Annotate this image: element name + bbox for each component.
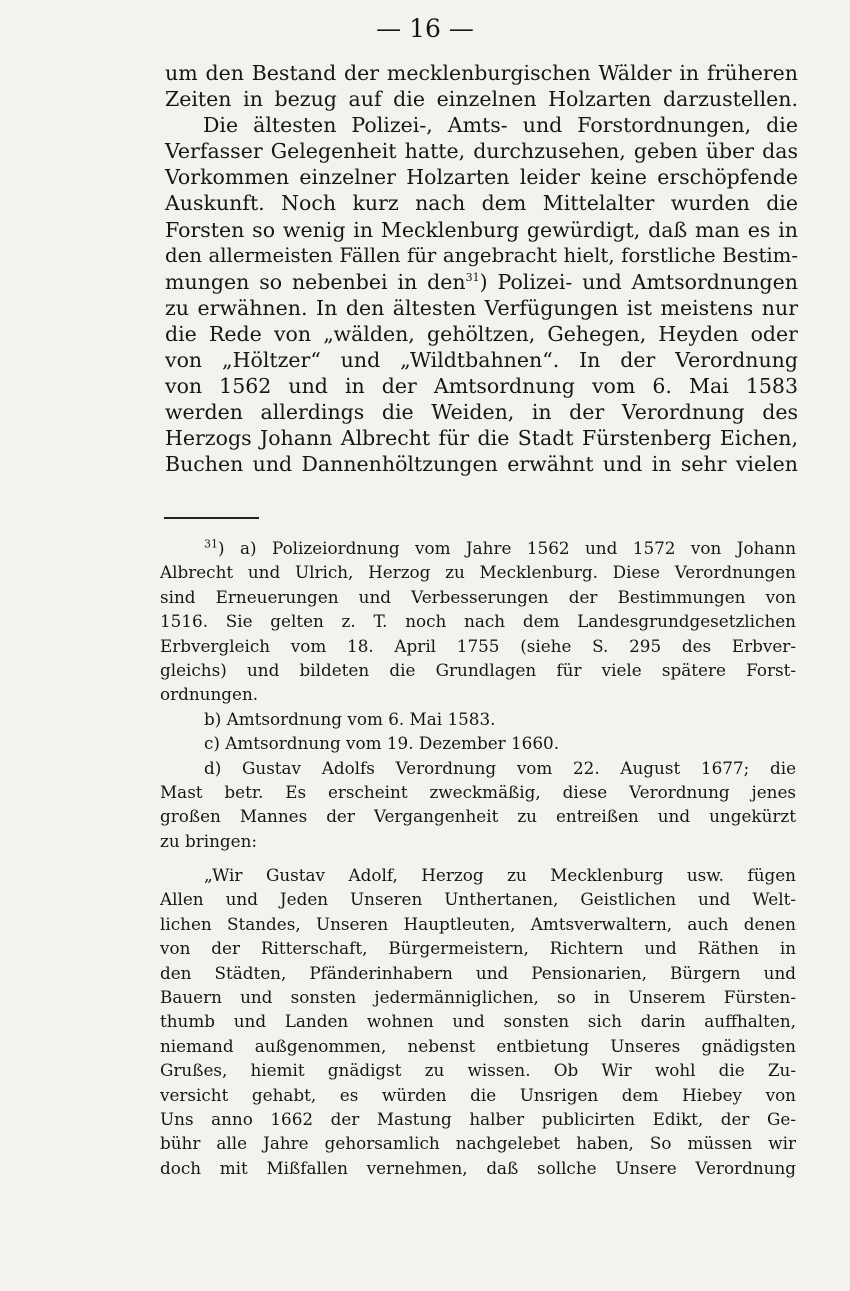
text-line: Buchen und Dannenhöltzungen erwähnt und in sehr vielen xyxy=(165,452,798,477)
quote-line: Bauern und sonsten jedermänniglichen, so in Unserem Fürsten- xyxy=(160,987,796,1008)
footnotes xyxy=(160,536,796,1180)
text-line: Die ältesten Polizei-, Amts- und Forstordnungen, die xyxy=(203,113,798,138)
quote-line: versicht gehabt, es würden die Unsrigen dem Hiebey von xyxy=(160,1084,796,1105)
text-line: Vorkommen einzelner Holzarten leider keine erschöpfende xyxy=(165,165,798,190)
quote-line: den Städten, Pfänderinhabern und Pensionarien, Bürgern und xyxy=(160,962,796,983)
footnote-mark: 31 xyxy=(204,537,218,551)
text-line: Zeiten in bezug auf die einzelnen Holzarten darzustellen. xyxy=(165,87,798,112)
main-text xyxy=(165,60,798,478)
quote-line: Uns anno 1662 der Mastung halber publicirten Edikt, der Ge- xyxy=(160,1108,796,1129)
text-line: Verfasser Gelegenheit hatte, durchzusehen, geben über das xyxy=(165,139,798,164)
text-line: Herzogs Johann Albrecht für die Stadt Fürstenberg Eichen, xyxy=(165,426,798,451)
quote-line: von der Ritterschaft, Bürgermeistern, Richtern und Räthen in xyxy=(160,938,796,959)
text-line: werden allerdings die Weiden, in der Verordnung des xyxy=(165,400,798,425)
text-fragment: ) Polizei- und Amtsordnungen xyxy=(479,269,798,294)
footnote-line: 1516. Sie gelten z. T. noch nach dem Landesgrundgesetzlichen xyxy=(160,611,796,632)
footnote-line: Albrecht und Ulrich, Herzog zu Mecklenburg. Diese Verordnungen xyxy=(160,562,796,583)
quote-line: doch mit Mißfallen vernehmen, daß sollche Unsere Verordnung xyxy=(160,1157,796,1178)
footnote-line: c) Amtsordnung vom 19. Dezember 1660. xyxy=(204,733,560,754)
text-fragment: mungen so nebenbei in den xyxy=(165,269,466,294)
quote-line: Grußes, hiemit gnädigst zu wissen. Ob Wir wohl die Zu- xyxy=(160,1060,796,1081)
text-line: von 1562 und in der Amtsordnung vom 6. Mai 1583 xyxy=(165,374,798,399)
quote-line: lichen Standes, Unseren Hauptleuten, Amtsverwaltern, auch denen xyxy=(160,913,796,934)
text-line: Auskunft. Noch kurz nach dem Mittelalter wurden die xyxy=(165,191,798,216)
text-line: um den Bestand der mecklenburgischen Wälder in früheren xyxy=(165,61,798,85)
text-line: die Rede von „wälden, gehöltzen, Gehegen, Heyden oder xyxy=(165,321,798,346)
quote-line: „Wir Gustav Adolf, Herzog zu Mecklenburg usw. fügen xyxy=(204,865,796,886)
footnote-line: ordnungen. xyxy=(160,684,259,705)
footnote-line: Mast betr. Es erscheint zweckmäßig, diese Verordnung jenes xyxy=(160,781,796,802)
footnote-line: Erbvergleich vom 18. April 1755 (siehe S. 295 des Erbver- xyxy=(160,635,796,656)
footnote-line: zu bringen: xyxy=(160,830,258,851)
text-line: den allermeisten Fällen für angebracht hielt, forstliche Bestim- xyxy=(165,243,798,267)
footnote-line: d) Gustav Adolfs Verordnung vom 22. August 1677; die xyxy=(204,757,796,778)
footnote-divider xyxy=(164,517,259,519)
footnote-line: großen Mannes der Vergangenheit zu entreißen und ungekürzt xyxy=(160,806,796,827)
text-line: von „Höltzer“ und „Wildtbahnen“. In der Verordnung xyxy=(165,348,798,373)
footnote-line: gleichs) und bildeten die Grundlagen für viele spätere Forst- xyxy=(160,659,796,680)
quote-line: Allen und Jeden Unseren Unthertanen, Geistlichen und Welt- xyxy=(160,889,796,910)
quote-line: niemand außgenommen, nebenst entbietung Unseres gnädigsten xyxy=(160,1035,796,1056)
quote-line: thumb und Landen wohnen und sonsten sich darin auffhalten, xyxy=(160,1011,796,1032)
page-number: — 16 — xyxy=(376,14,474,43)
footnote-line: $^{31}$) a) Polizeiordnung vom Jahre 1562 und 1572 von Johann xyxy=(204,537,796,558)
text-line-with-footnote-ref xyxy=(165,269,798,295)
footnote-line: sind Erneuerungen und Verbesserungen der Bestimmungen von xyxy=(160,586,796,607)
quote-line: bühr alle Jahre gehorsamlich nachgelebet haben, So müssen wir xyxy=(160,1133,796,1154)
text-line: zu erwähnen. In den ältesten Verfügungen ist meistens nur xyxy=(165,295,798,320)
text-line: Forsten so wenig in Mecklenburg gewürdigt, daß man es in xyxy=(165,217,798,242)
footnote-reference: 31 xyxy=(465,270,480,284)
footnote-line: b) Amtsordnung vom 6. Mai 1583. xyxy=(204,708,496,729)
